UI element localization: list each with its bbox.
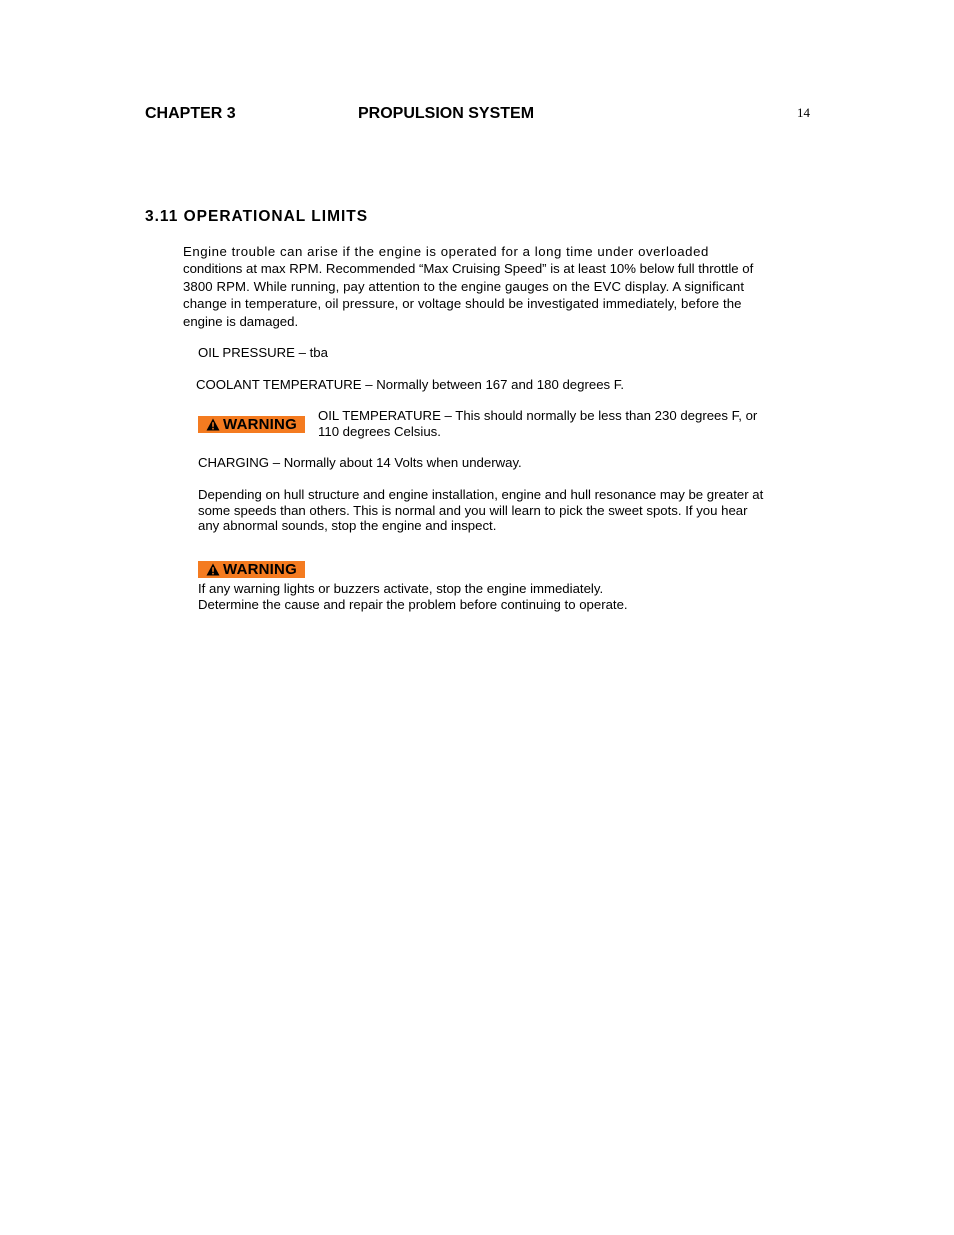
- resonance-paragraph: [198, 487, 808, 534]
- oil-pressure-item: OIL PRESSURE – tba: [198, 345, 328, 360]
- oil-temperature-item: [318, 408, 818, 440]
- intro-line: Engine trouble can arise if the engine is operated for a long time under overloaded: [183, 244, 709, 259]
- resonance-line: Depending on hull structure and engine installation, engine and hull resonance may be greater at: [198, 487, 764, 502]
- intro-line: conditions at max RPM. Recommended “Max Cruising Speed” is at least 10% below full throttle of: [183, 261, 754, 277]
- page-number: 14: [797, 105, 810, 120]
- warning-label: [198, 561, 305, 578]
- resonance-line: any abnormal sounds, stop the engine and inspect.: [198, 518, 497, 534]
- charging-item: CHARGING – Normally about 14 Volts when underway.: [198, 455, 522, 470]
- final-warning-line: Determine the cause and repair the problem before continuing to operate.: [198, 596, 628, 612]
- warning-label-text: WARNING: [223, 561, 297, 578]
- warning-label: [198, 416, 305, 433]
- intro-line: change in temperature, oil pressure, or voltage should be investigated immediately, before the: [183, 296, 742, 312]
- intro-paragraph: [183, 243, 811, 330]
- coolant-temperature-item: COOLANT TEMPERATURE – Normally between 167 and 180 degrees F.: [196, 377, 625, 392]
- warning-triangle-icon: [206, 418, 220, 431]
- intro-line: 3800 RPM. While running, pay attention to the engine gauges on the EVC display. A significant: [183, 278, 745, 294]
- final-warning-line: If any warning lights or buzzers activate, stop the engine immediately.: [198, 581, 604, 596]
- resonance-line: some speeds than others. This is normal and you will learn to pick the sweet spots. If you hear: [198, 502, 748, 518]
- warning-triangle-icon: [206, 563, 220, 576]
- warning-label-text: WARNING: [223, 416, 297, 433]
- intro-line: engine is damaged.: [183, 313, 299, 329]
- section-heading: 3.11 OPERATIONAL LIMITS: [145, 208, 369, 225]
- oil-temperature-line: OIL TEMPERATURE – This should normally be less than 230 degrees F, or: [318, 408, 758, 423]
- chapter-title: PROPULSION SYSTEM: [358, 105, 535, 122]
- final-warning-text: [198, 581, 628, 612]
- chapter-label: CHAPTER 3: [145, 105, 236, 122]
- oil-temperature-line: 110 degrees Celsius.: [318, 423, 441, 439]
